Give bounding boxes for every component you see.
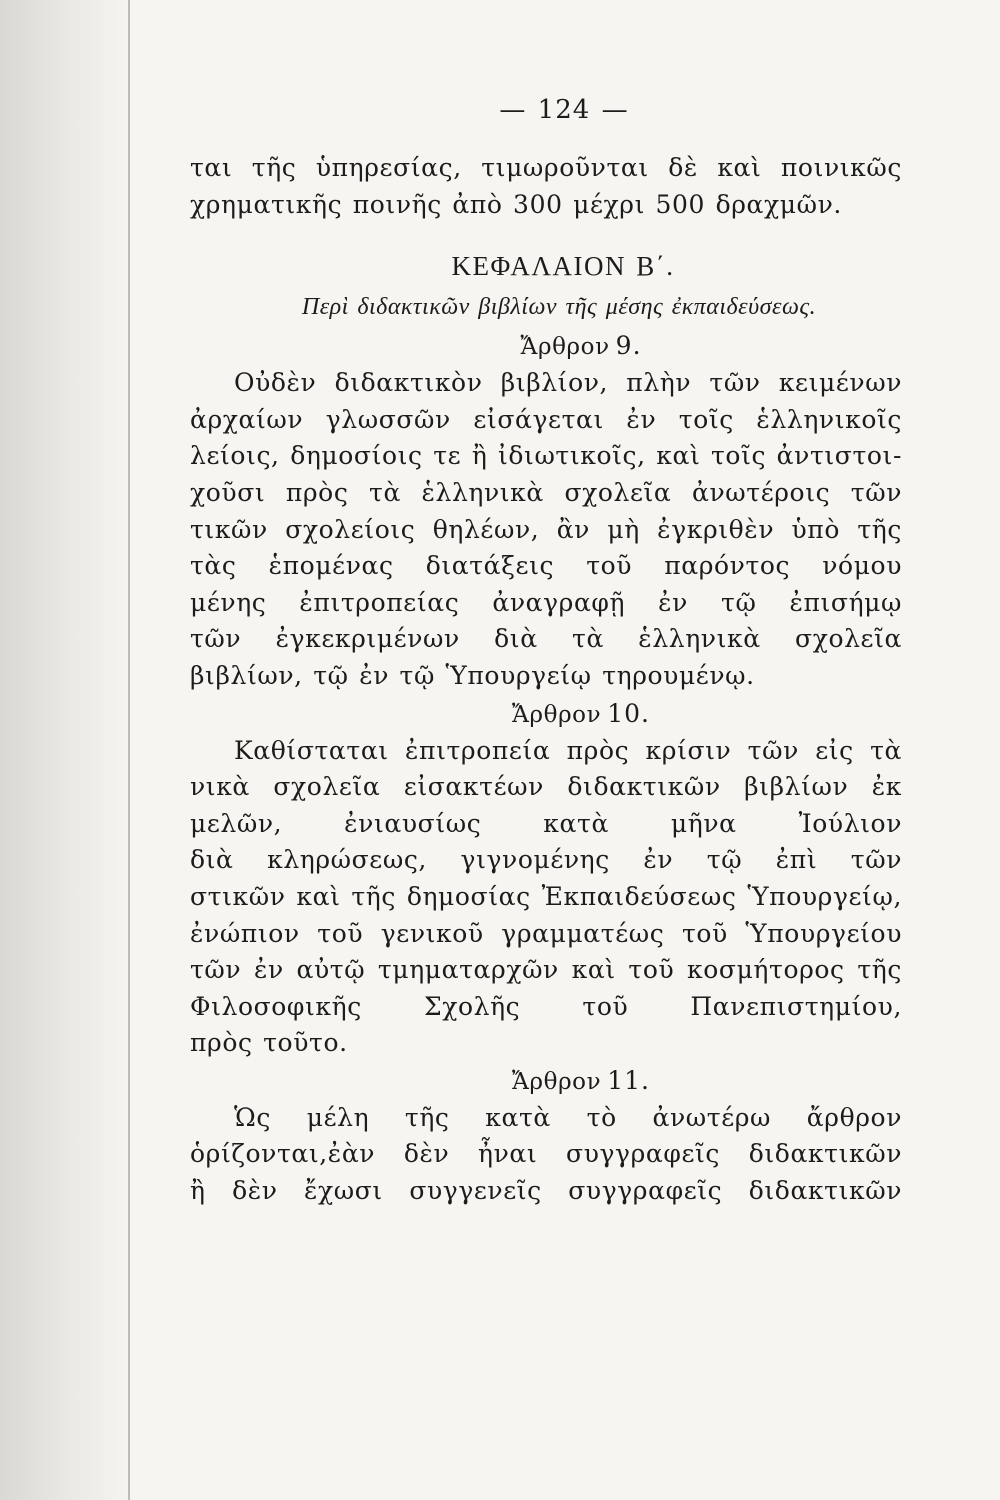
page-gutter bbox=[0, 0, 135, 1500]
text-line: τὰς ἑπομένας διατάξεις τοῦ παρόντος νόμου bbox=[190, 551, 902, 581]
text-line: χρηματικῆς ποινῆς ἀπὸ 300 μέχρι 500 δραχμῶν. bbox=[190, 189, 842, 219]
text-block bbox=[190, 92, 902, 1210]
article-9-body bbox=[190, 365, 902, 694]
text-line: στικῶν καὶ τῆς δημοσίας Ἐκπαιδεύσεως Ὑπουργείῳ, bbox=[190, 881, 902, 911]
article-label: Ἄρθρον bbox=[512, 1068, 602, 1095]
text-line: πρὸς τοῦτο. bbox=[190, 1028, 348, 1058]
text-line: νικὰ σχολεῖα εἰσακτέων διδακτικῶν βιβλίων ἐκ bbox=[190, 772, 902, 802]
text-line: ἐνώπιον τοῦ γενικοῦ γραμματέως τοῦ Ὑπουργείου bbox=[190, 918, 902, 948]
article-number: 11. bbox=[607, 1065, 650, 1095]
text-line: τῶν ἐγκεκριμένων διὰ τὰ ἑλληνικὰ σχολεῖα bbox=[190, 624, 902, 654]
intro-paragraph bbox=[190, 150, 902, 223]
text-line: βιβλίων, τῷ ἐν τῷ Ὑπουργείῳ τηρουμένῳ. bbox=[190, 660, 755, 690]
text-line: ὁρίζονται,ἐὰν δὲν ἦναι συγγραφεῖς διδακτικῶν bbox=[190, 1139, 902, 1169]
text-line: ται τῆς ὑπηρεσίας, τιμωροῦνται δὲ καὶ ποινικῶς bbox=[190, 153, 902, 182]
article-label: Ἄρθρον bbox=[512, 701, 602, 728]
article-11-body bbox=[190, 1100, 902, 1210]
article-heading-11 bbox=[260, 1062, 902, 1100]
article-number: 9. bbox=[615, 331, 642, 361]
text-line: μένης ἐπιτροπείας ἀναγραφῇ ἐν τῷ ἐπισήμῳ bbox=[190, 587, 902, 617]
text-line: μελῶν, ἐνιαυσίως κατὰ μῆνα Ἰούλιον bbox=[190, 808, 902, 838]
article-label: Ἄρθρον bbox=[520, 334, 610, 361]
chapter-title: ΚΕΦΑΛΑΙΟΝ Β΄. bbox=[451, 251, 675, 282]
text-line: τικῶν σχολείοις θηλέων, ἂν μὴ ἐγκριθὲν ὑπὸ τῆς bbox=[190, 514, 902, 544]
text-line: ἢ δὲν ἔχωσι συγγενεῖς συγγραφεῖς διδακτικῶν bbox=[190, 1176, 902, 1206]
page-number: — 124 — bbox=[499, 95, 629, 125]
text-line: χοῦσι πρὸς τὰ ἑλληνικὰ σχολεῖα ἀνωτέροις τῶν bbox=[190, 477, 902, 507]
chapter-subtitle: Περὶ διδακτικῶν βιβλίων τῆς μέσης ἐκπαιδεύσεως. bbox=[301, 294, 817, 321]
article-10-body bbox=[190, 733, 902, 1062]
text-line: λείοις, δημοσίοις τε ἢ ἰδιωτικοῖς, καὶ τοῖς ἀντιστοι- bbox=[190, 441, 902, 471]
text-line: Οὐδὲν διδακτικὸν βιβλίον, πλὴν τῶν κειμένων bbox=[234, 368, 902, 398]
text-line: Καθίσταται ἐπιτροπεία πρὸς κρίσιν τῶν εἰς τὰ bbox=[234, 735, 902, 765]
article-heading-9 bbox=[260, 327, 902, 365]
article-heading-10 bbox=[260, 695, 902, 733]
text-line: τῶν ἐν αὐτῷ τμηματαρχῶν καὶ τοῦ κοσμήτορος τῆς bbox=[190, 955, 902, 985]
text-line: διὰ κληρώσεως, γιγνομένης ἐν τῷ ἐπὶ τῶν bbox=[190, 845, 902, 875]
text-line: ἀρχαίων γλωσσῶν εἰσάγεται ἐν τοῖς ἑλληνικοῖς bbox=[190, 404, 902, 434]
text-line: Φιλοσοφικῆς Σχολῆς τοῦ Πανεπιστημίου, bbox=[190, 991, 902, 1021]
text-line: Ὡς μέλη τῆς κατὰ τὸ ἀνωτέρω ἄρθρον bbox=[234, 1102, 902, 1132]
article-number: 10. bbox=[607, 698, 650, 728]
